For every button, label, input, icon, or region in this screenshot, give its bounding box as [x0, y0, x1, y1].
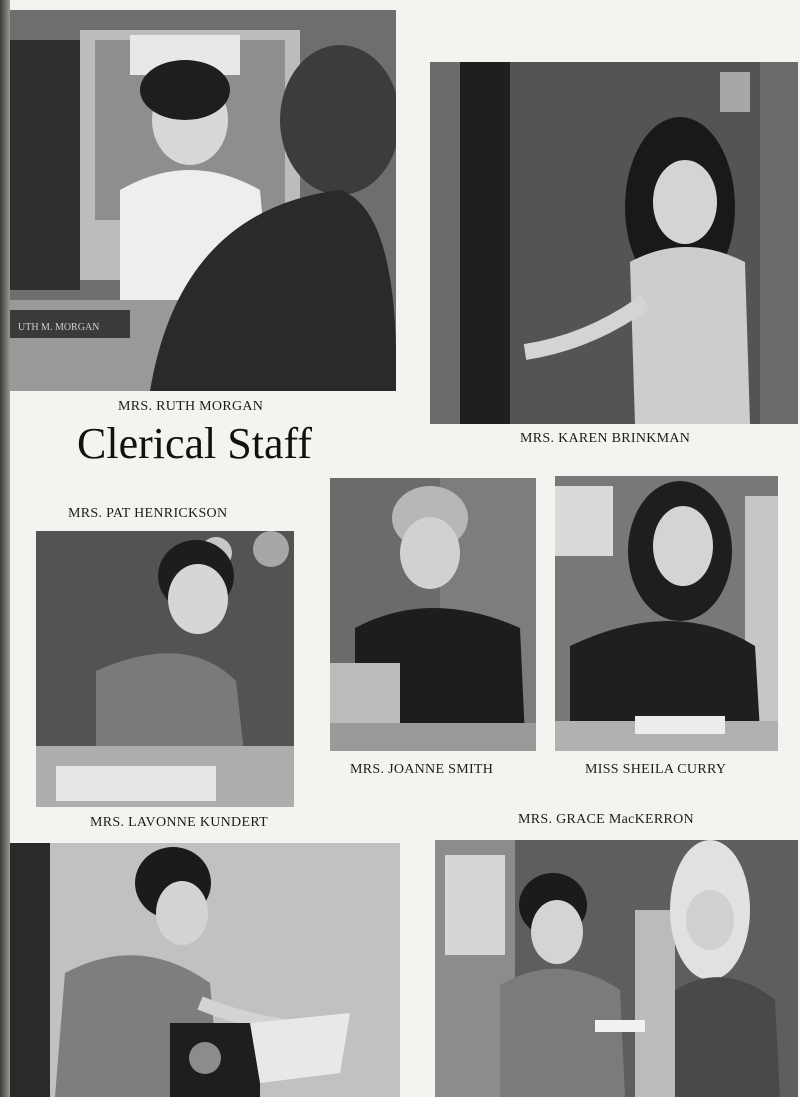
- photo-lavonne-kundert: [10, 843, 400, 1097]
- caption-grace-mackerron: MRS. GRACE MacKERRON: [518, 812, 694, 827]
- photo-sheila-curry: [555, 476, 778, 751]
- photo-karen-brinkman: [430, 62, 798, 424]
- caption-sheila-curry: MISS SHEILA CURRY: [585, 762, 727, 777]
- caption-joanne-smith: MRS. JOANNE SMITH: [350, 762, 494, 777]
- photo-joanne-smith-image: [330, 478, 536, 751]
- desk-sign-text: UTH M. MORGAN: [18, 322, 100, 333]
- photo-pat-henrickson-image: [36, 531, 294, 807]
- photo-karen-brinkman-image: [430, 62, 798, 424]
- page-title: Clerical Staff: [77, 419, 312, 468]
- photo-joanne-smith: [330, 478, 536, 751]
- caption-karen-brinkman: MRS. KAREN BRINKMAN: [520, 431, 691, 446]
- photo-pat-henrickson: [36, 531, 294, 807]
- photo-ruth-morgan-image: [10, 10, 396, 391]
- page-binding-edge: [0, 0, 10, 1097]
- photo-lavonne-kundert-image: [10, 843, 400, 1097]
- photo-grace-mackerron-image: [435, 840, 798, 1097]
- caption-lavonne-kundert: MRS. LAVONNE KUNDERT: [90, 815, 268, 830]
- caption-ruth-morgan: MRS. RUTH MORGAN: [118, 399, 264, 414]
- photo-ruth-morgan: [10, 10, 396, 391]
- caption-pat-henrickson: MRS. PAT HENRICKSON: [68, 506, 228, 521]
- photo-grace-mackerron: [435, 840, 798, 1097]
- photo-sheila-curry-image: [555, 476, 778, 751]
